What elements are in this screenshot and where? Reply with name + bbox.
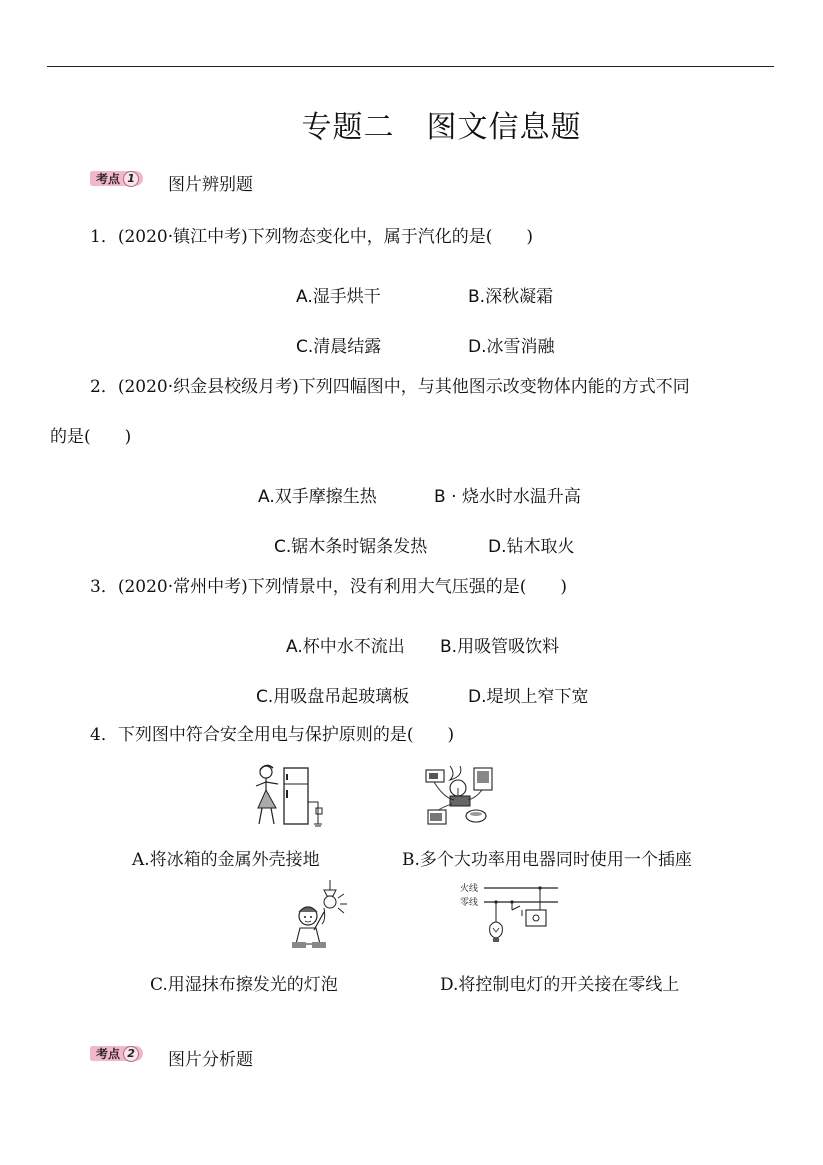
q2-option-b: B · 烧水时水温升高	[434, 487, 581, 507]
q4-caption-d: D.将控制电灯的开关接在零线上	[440, 975, 680, 995]
page-title: 专题二 图文信息题	[301, 110, 582, 145]
q2-option-a: A.双手摩擦生热	[258, 487, 377, 507]
q3-option-c: C.用吸盘吊起玻璃板	[256, 687, 410, 707]
section-badge-2: 考点 2	[90, 1045, 143, 1062]
q4-caption-a: A.将冰箱的金属外壳接地	[132, 850, 320, 870]
switch-on-neutral-circuit	[458, 880, 562, 952]
q2-option-d: D.钻木取火	[488, 537, 575, 557]
question-3-stem: 3．(2020·常州中考)下列情景中，没有利用大气压强的是( )	[90, 577, 568, 597]
header-rule	[47, 66, 774, 67]
live-wire-label: 火线	[460, 884, 479, 894]
q1-option-c: C.清晨结露	[296, 337, 382, 357]
neutral-wire-label: 零线	[460, 898, 479, 908]
question-2-stem-line2: 的是( )	[50, 427, 132, 447]
question-4-stem: 4．下列图中符合安全用电与保护原则的是( )	[90, 725, 455, 745]
q3-option-b: B.用吸管吸饮料	[440, 637, 560, 657]
q3-option-d: D.堤坝上窄下宽	[468, 687, 589, 707]
q1-option-a: A.湿手烘干	[296, 287, 381, 307]
fridge-grounding-illustration	[246, 762, 336, 828]
q3-option-a: A.杯中水不流出	[286, 637, 405, 657]
q2-option-c: C.锯木条时锯条发热	[274, 537, 428, 557]
q4-caption-c: C.用湿抹布擦发光的灯泡	[150, 975, 338, 995]
overloaded-socket-illustration	[420, 762, 498, 828]
section-title-2: 图片分析题	[168, 1050, 253, 1070]
q1-option-d: D.冰雪消融	[468, 337, 555, 357]
q1-option-b: B.深秋凝霜	[468, 287, 554, 307]
q4-caption-b: B.多个大功率用电器同时使用一个插座	[402, 850, 692, 870]
question-1-stem: 1．(2020·镇江中考)下列物态变化中，属于汽化的是( )	[90, 227, 534, 247]
section-title-1: 图片辨别题	[168, 175, 253, 195]
wet-cloth-bulb-illustration	[284, 880, 356, 952]
section-badge-1: 考点 1	[90, 170, 143, 187]
question-2-stem-line1: 2．(2020·织金县校级月考)下列四幅图中，与其他图示改变物体内能的方式不同	[90, 377, 690, 397]
